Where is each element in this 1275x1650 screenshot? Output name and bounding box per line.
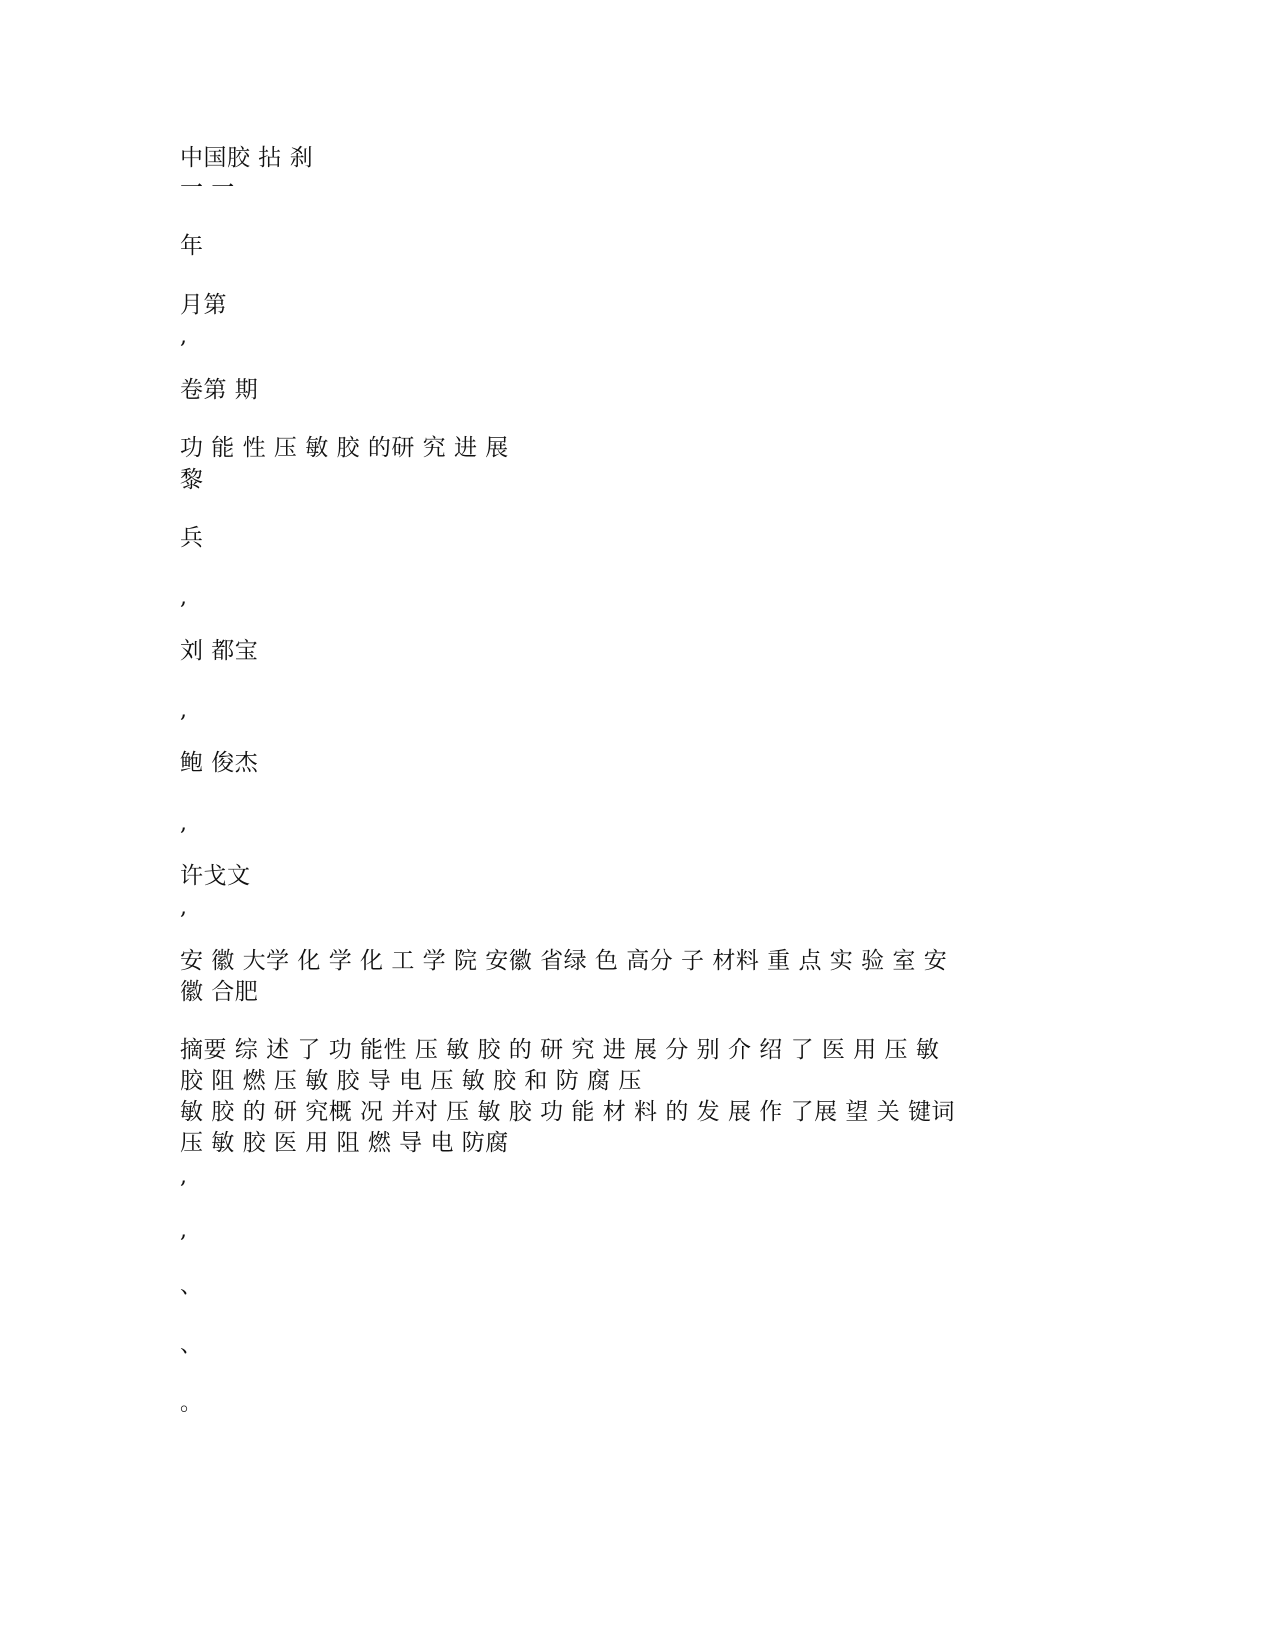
affiliation-line-2: 徽 合肥 <box>180 979 259 1005</box>
keywords-line: 压 敏 胶 医 用 阻 燃 导 电 防腐 <box>180 1130 509 1156</box>
author-separator: , <box>180 698 188 723</box>
author-1-part-1: 黎 <box>180 467 204 493</box>
trailing-mark: 、 <box>180 1333 203 1358</box>
year-label: 年 <box>180 233 204 259</box>
author-separator: , <box>180 811 188 836</box>
month-issue-label: 月第 <box>180 292 227 318</box>
author-1-part-2: 兵 <box>180 525 204 551</box>
abstract-line-1: 摘要 综 述 了 功 能性 压 敏 胶 的 研 究 进 展 分 别 介 绍 了 医 用 压 敏 <box>180 1037 940 1063</box>
affiliation-line-1: 安 徽 大学 化 学 化 工 学 院 安徽 省绿 色 高分 子 材料 重 点 实 验 室 安 <box>180 948 948 974</box>
trailing-mark: , <box>180 1164 188 1189</box>
journal-name: 中国胶 拈 刹 <box>180 145 314 171</box>
article-title: 功 能 性 压 敏 胶 的研 究 进 展 <box>180 435 509 461</box>
abstract-line-2: 胶 阻 燃 压 敏 胶 导 电 压 敏 胶 和 防 腐 压 <box>180 1068 642 1094</box>
author-separator: , <box>180 895 188 920</box>
comma-mark: , <box>180 324 188 349</box>
trailing-mark: , <box>180 1218 188 1243</box>
trailing-mark: 、 <box>180 1274 203 1299</box>
author-separator: , <box>180 585 188 610</box>
author-2-name: 刘 都宝 <box>180 638 259 664</box>
trailing-mark: 。 <box>180 1391 203 1416</box>
journal-dashes: 一 一 <box>180 175 235 201</box>
volume-issue-label: 卷第 期 <box>180 377 259 403</box>
abstract-line-3: 敏 胶 的 研 究概 况 并对 压 敏 胶 功 能 材 料 的 发 展 作 了展 望 关 键词 <box>180 1099 956 1125</box>
author-3-name: 鲍 俊杰 <box>180 750 259 776</box>
author-4-name: 许戈文 <box>180 863 251 889</box>
